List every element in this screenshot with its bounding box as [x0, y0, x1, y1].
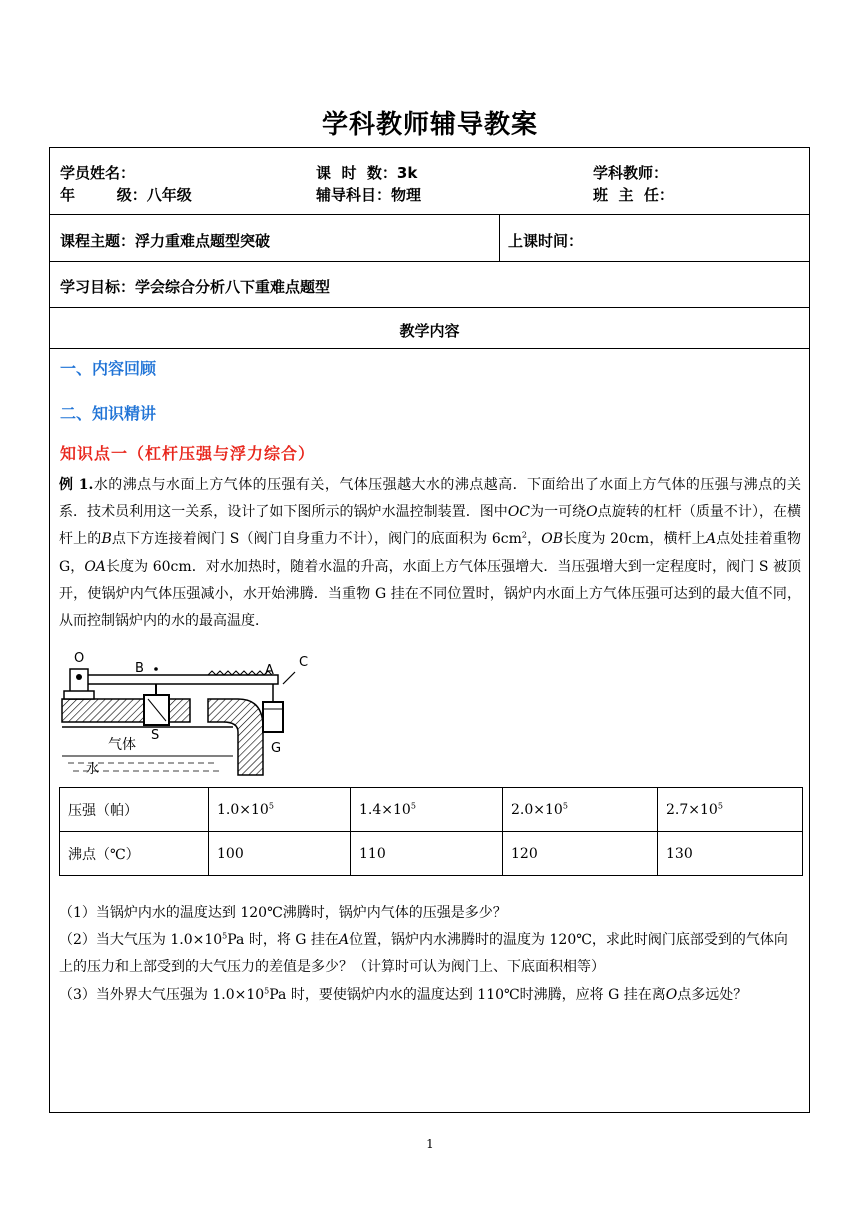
var-ob: OB	[541, 531, 564, 548]
var-b: B	[101, 531, 112, 548]
table-cell: 沸点（℃）	[60, 832, 209, 876]
goal-label: 学习目标：学会综合分析八下重难点题型	[60, 278, 331, 296]
var-o: O	[586, 504, 598, 521]
table-cell: $1.0\times 10^5$	[209, 788, 351, 832]
table-cell: 120	[503, 832, 658, 876]
section-knowledge: 二、知识精讲	[60, 404, 157, 423]
grade-label: 年 级：八年级	[60, 186, 192, 204]
divider	[499, 214, 500, 261]
table-cell: 100	[209, 832, 351, 876]
var-a: A	[705, 531, 717, 548]
table-cell: 130	[658, 832, 803, 876]
var-oc: OC	[507, 504, 531, 521]
boiler-lever-diagram	[58, 647, 328, 782]
teacher-label: 学科教师：	[593, 164, 669, 182]
content-heading: 教学内容	[399, 322, 460, 340]
table-row	[60, 832, 803, 876]
label-b: B	[135, 661, 144, 676]
student-name-label: 学员姓名：	[60, 164, 136, 182]
question-2: （2）当大气压为 $1.0\times 10^5Pa$ 时，将 G 挂在A位置，锅炉内水沸腾时的温度为 120℃，求此时阀门底部受到的气体向上的压力和上部受到的大气压力的差值是多少？（计算时可认为阀门上、下底面积相等）	[59, 931, 788, 976]
divider	[50, 348, 809, 349]
head-teacher-label: 班 主 任：	[593, 186, 674, 204]
example-label: 例 1.	[59, 477, 94, 493]
example-text: ，	[526, 531, 542, 548]
subject-label: 辅导科目：物理	[316, 186, 422, 204]
page-number: 1	[426, 1137, 434, 1151]
example-text: 点旋转的杠杆（质量不计），在横杆上的	[59, 504, 802, 548]
example-text: 为一可绕	[530, 504, 587, 521]
label-o: O	[74, 651, 85, 666]
hours-label: 课 时 数：3k	[316, 164, 418, 182]
knowledge-point-heading: 知识点一（杠杆压强与浮力综合）	[60, 444, 316, 463]
divider	[50, 214, 809, 215]
topic-label: 课程主题：浮力重难点题型突破	[60, 232, 271, 250]
label-gas: 气体	[108, 737, 136, 753]
label-water: 水	[86, 762, 100, 777]
example-paragraph	[59, 472, 801, 635]
section-review: 一、内容回顾	[60, 359, 157, 378]
superscript: 2	[521, 530, 527, 540]
example-text: 长度为 60cm．对水加热时，随着水温的升高，水面上方气体压强增大．当压强增大到一定程度时，阀门 S 被顶开，使锅炉内气体压强减小，水开始沸腾．当重物 G 挂在不同位置时，锅炉内水面上方气体压强可达到的最大值不同，从而控制锅炉内的水的最高温度．	[59, 558, 802, 630]
table-cell: 110	[351, 832, 503, 876]
table-cell: $2.7\times 10^5$	[658, 788, 803, 832]
label-a: A	[265, 663, 274, 678]
table-cell: 压强（帕）	[60, 788, 209, 832]
lesson-plan-table	[49, 147, 810, 1113]
example-text: 点处挂着重物 G，	[59, 531, 802, 575]
example-text: 长度为 20cm，横杆上	[563, 531, 706, 548]
question-3: （3）当外界大气压强为 $1.0\times 10^5Pa$ 时，要使锅炉内水的温度达到 110℃时沸腾，应将 G 挂在离O点多远处？	[59, 986, 748, 1003]
table-row	[60, 788, 803, 832]
table-cell: $1.4\times 10^5$	[351, 788, 503, 832]
table-cell: $2.0\times 10^5$	[503, 788, 658, 832]
pressure-boiling-table	[59, 787, 803, 876]
label-c: C	[299, 655, 309, 670]
question-1: （1）当锅炉内水的温度达到 120℃沸腾时，锅炉内气体的压强是多少？	[59, 905, 507, 921]
label-s: S	[151, 728, 160, 743]
example-text: 水的沸点与水面上方气体的压强有关，气体压强越大水的沸点越高．下面给出了水面上方气体的压强与沸点的关系．技术员利用这一关系，设计了如下图所示的锅炉水温控制装置．图中	[59, 477, 801, 521]
label-g: G	[271, 741, 282, 756]
divider	[50, 261, 809, 262]
example-text: 点下方连接着阀门 S（阀门自身重力不计），阀门的底面积为 6cm	[111, 531, 522, 548]
var-oa: OA	[84, 558, 106, 575]
class-time-label: 上课时间：	[508, 232, 584, 250]
divider	[50, 307, 809, 308]
page-title: 学科教师辅导教案	[321, 110, 538, 140]
